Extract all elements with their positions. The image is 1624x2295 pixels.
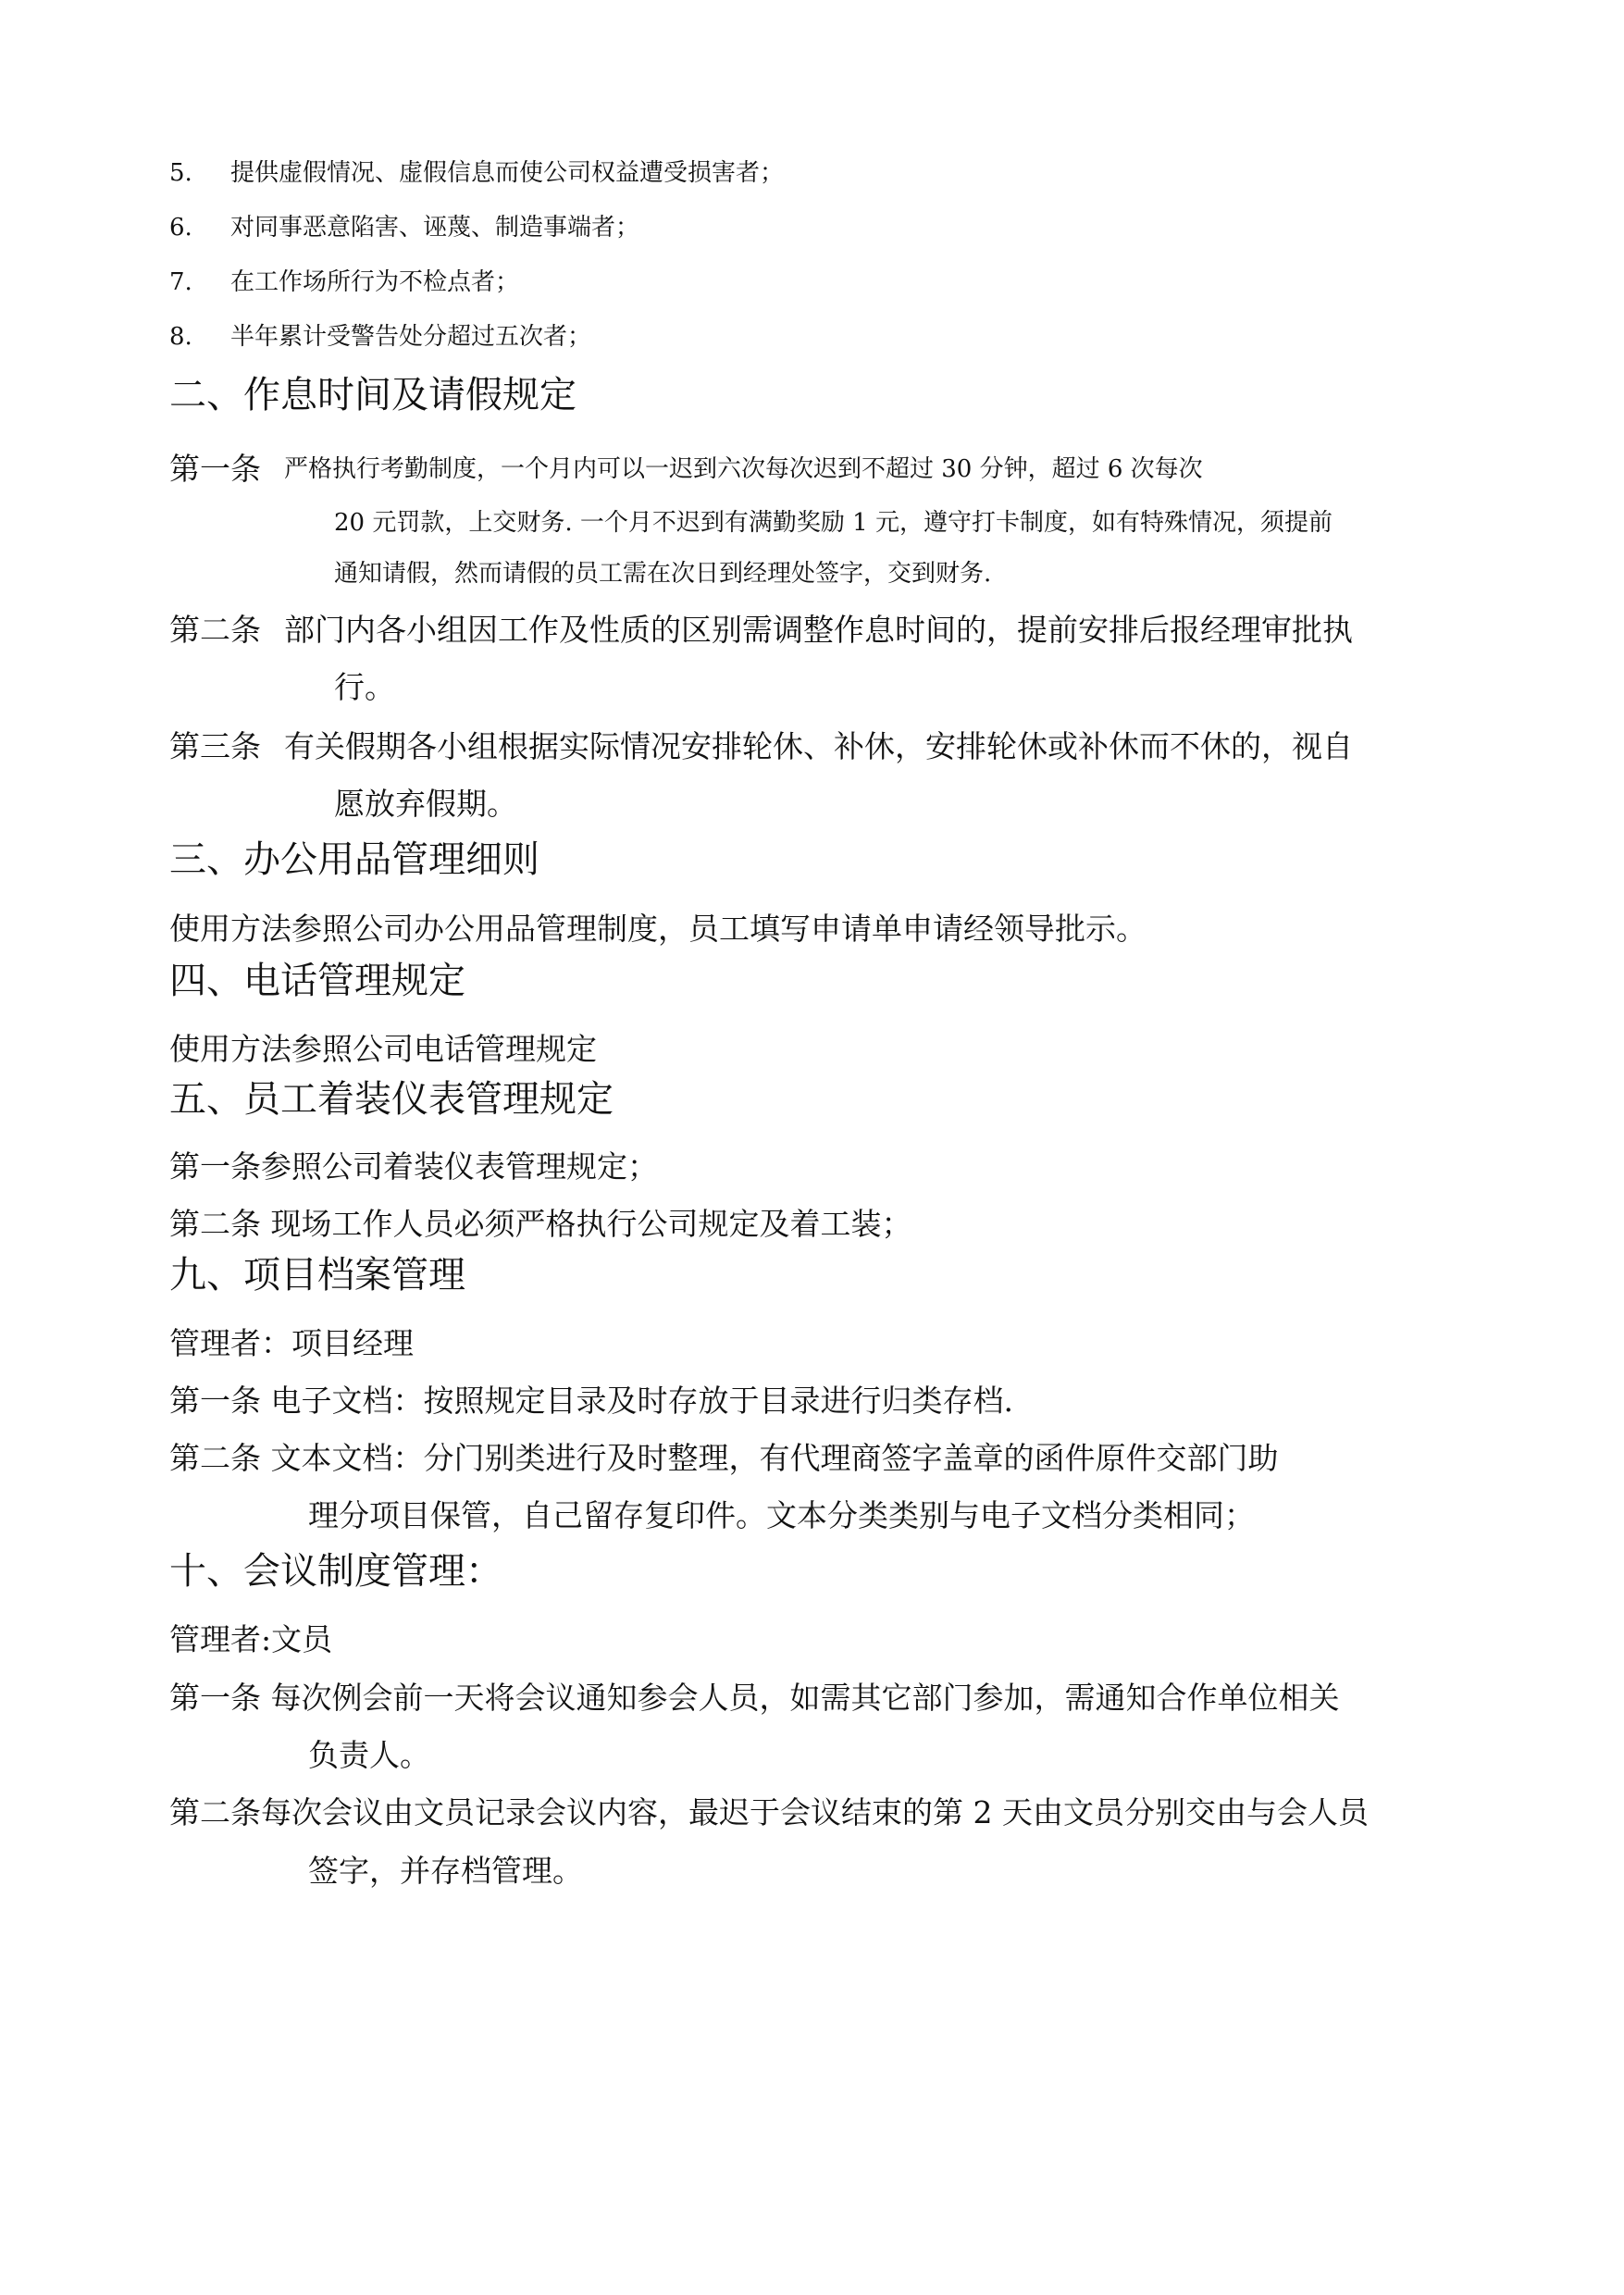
paragraph: 第二条每次会议由文员记录会议内容，最迟于会议结束的第 2 天由文员分别交由与会人员 <box>169 1794 1369 1830</box>
list-item-text: 在工作场所行为不检点者； <box>230 268 520 296</box>
paragraph: 第一条 每次例会前一天将会议通知参会人员，如需其它部门参加，需通知合作单位相关 <box>169 1680 1340 1716</box>
list-item-text: 对同事恶意陷害、诬蔑、制造事端者； <box>230 214 640 242</box>
article-text: 20 元罚款，上交财务. 一个月不迟到有满勤奖励 1 元，遵守打卡制度，如有特殊情况，须提前 <box>334 509 1333 537</box>
list-item <box>169 161 784 185</box>
list-item <box>169 216 639 240</box>
article-text: 通知请假，然而请假的员工需在次日到经理处签字，交到财务. <box>334 560 992 588</box>
article-label: 第一条 <box>169 451 261 487</box>
section-heading: 九、项目档案管理 <box>169 1254 465 1296</box>
paragraph: 使用方法参照公司电话管理规定 <box>169 1031 597 1067</box>
paragraph: 第一条 电子文档：按照规定目录及时存放于目录进行归类存档. <box>169 1383 1013 1419</box>
article-label: 第二条 <box>169 612 261 648</box>
list-item-number: 6. <box>169 214 192 242</box>
article-text: 有关假期各小组根据实际情况安排轮休、补休，安排轮休或补休而不休的，视自 <box>284 728 1353 764</box>
list-item-number: 5. <box>169 159 192 187</box>
section-heading: 四、电话管理规定 <box>169 960 465 1002</box>
section-heading: 三、办公用品管理细则 <box>169 838 539 881</box>
list-item-number: 8. <box>169 323 192 351</box>
paragraph: 管理者：项目经理 <box>169 1325 414 1361</box>
section-heading: 五、员工着装仪表管理规定 <box>169 1078 614 1121</box>
paragraph: 第二条 文本文档：分门别类进行及时整理，有代理商签字盖章的函件原件交部门助 <box>169 1440 1279 1476</box>
list-item-number: 7. <box>169 268 192 296</box>
paragraph: 签字，并存档管理。 <box>308 1853 583 1889</box>
paragraph: 使用方法参照公司办公用品管理制度，员工填写申请单申请经领导批示。 <box>169 911 1147 947</box>
section-heading: 二、作息时间及请假规定 <box>169 374 576 416</box>
paragraph: 理分项目保管，自己留存复印件。文本分类类别与电子文档分类相同； <box>308 1497 1255 1533</box>
list-item-text: 提供虚假情况、虚假信息而使公司权益遭受损害者； <box>230 159 785 187</box>
article-text: 行。 <box>334 669 395 705</box>
list-item <box>169 270 519 294</box>
article-label: 第三条 <box>169 728 261 764</box>
list-item <box>169 325 591 349</box>
paragraph: 第二条 现场工作人员必须严格执行公司规定及着工装； <box>169 1206 912 1242</box>
paragraph: 第一条参照公司着装仪表管理规定； <box>169 1148 658 1185</box>
article-text: 愿放弃假期。 <box>334 786 517 822</box>
article-text: 严格执行考勤制度，一个月内可以一迟到六次每次迟到不超过 30 分钟，超过 6 次每次 <box>284 455 1203 483</box>
section-heading: 十、会议制度管理： <box>169 1550 502 1593</box>
article-text: 部门内各小组因工作及性质的区别需调整作息时间的，提前安排后报经理审批执 <box>284 612 1353 648</box>
paragraph: 管理者:文员 <box>169 1621 333 1657</box>
list-item-text: 半年累计受警告处分超过五次者； <box>230 323 592 351</box>
paragraph: 负责人。 <box>308 1737 430 1773</box>
